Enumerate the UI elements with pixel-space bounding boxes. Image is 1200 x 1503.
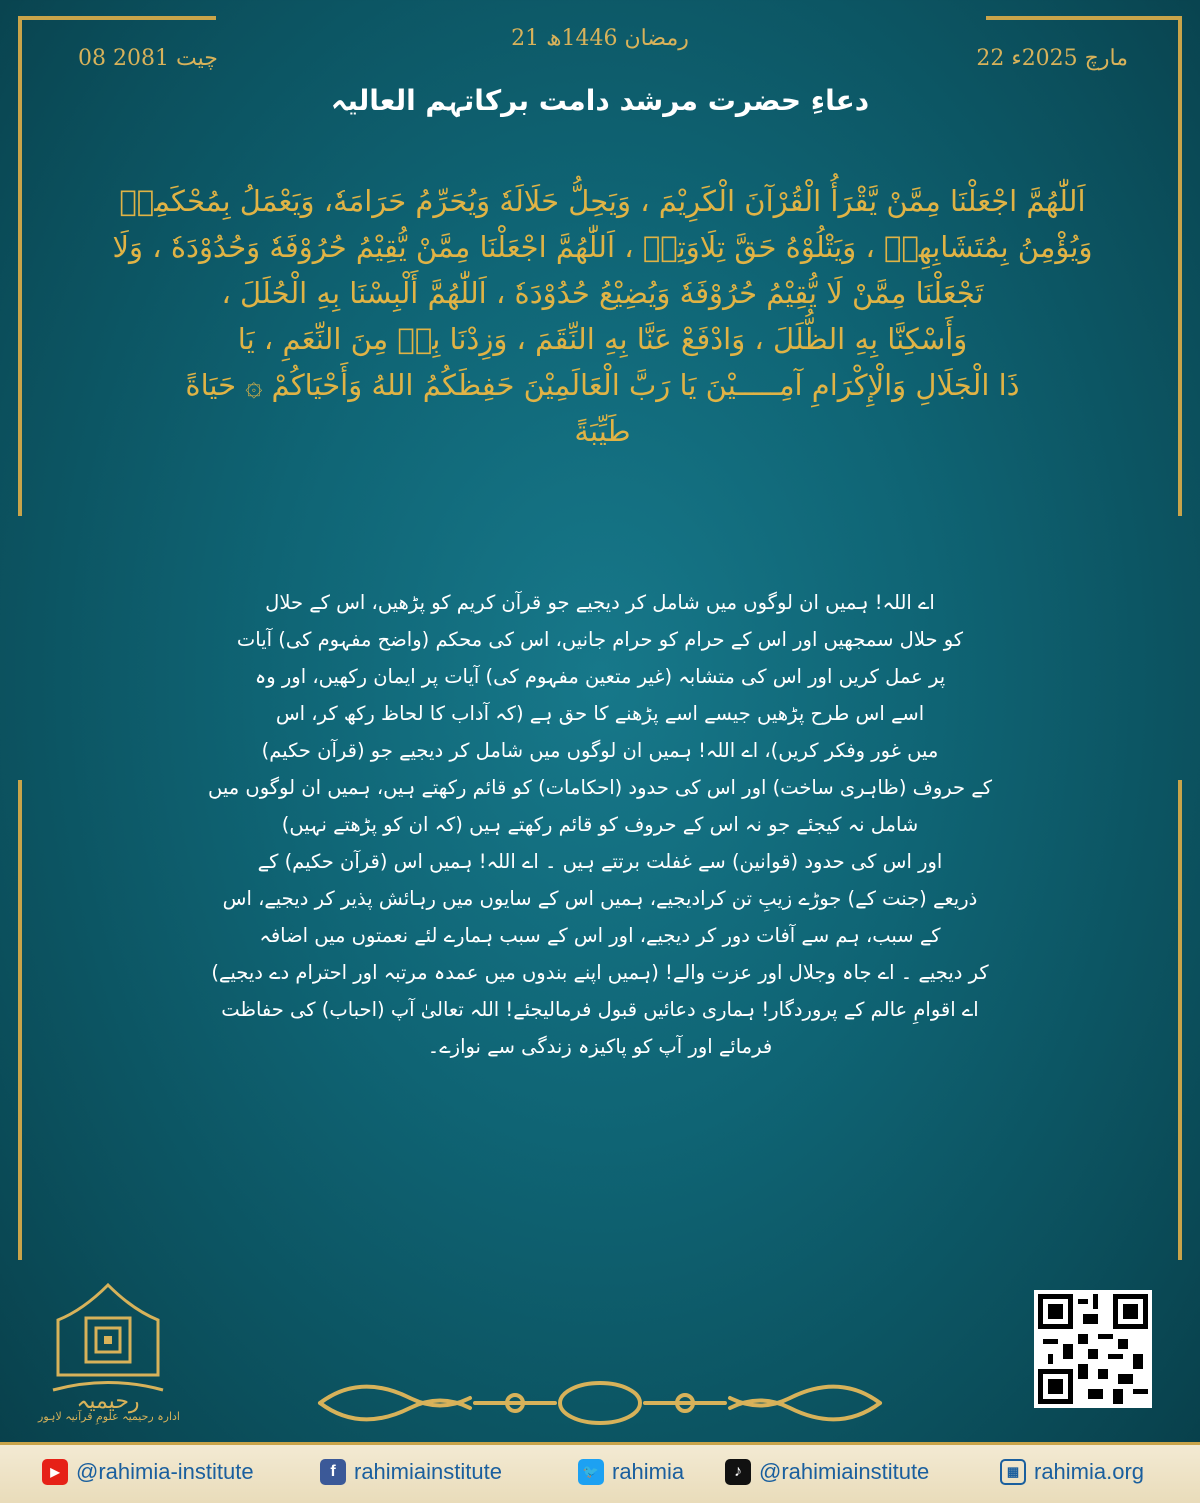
logo-caption: ادارہ رحیمیہ علومِ قرآنیہ لاہور	[38, 1410, 180, 1423]
footer-bar	[0, 1442, 1200, 1503]
twitter-icon: 🐦	[578, 1459, 604, 1485]
tiktok-handle: @rahimiainstitute	[759, 1459, 930, 1484]
website-url: rahimia.org	[1034, 1459, 1145, 1484]
urdu-line: اے اللہ! ہمیں ان لوگوں میں شامل کر دیجیے جو قرآن کریم کو پڑھیں، اس کے حلال	[265, 591, 935, 614]
twitter-handle: rahimia	[612, 1459, 685, 1484]
arabic-line: وَأَسْكِنَّا بِهِ الظُّلَلَ ، وَادْفَعْ عَنَّا بِهِ النِّقَمَ ، وَزِدْنَا بِهٖ مِنَ النِّعَمِ ، يَا	[237, 322, 968, 356]
tiktok-icon: ♪	[725, 1459, 751, 1485]
qr-code-icon	[1034, 1290, 1152, 1408]
urdu-line: شامل نہ کیجئے جو نہ اس کے حروف کو قائم رکھتے ہیں (کہ ان کو پڑھتے نہیں)	[281, 813, 919, 836]
urdu-line: اسے اس طرح پڑھیں جیسے اسے پڑھنے کا حق ہے (کہ آداب کا لحاظ رکھ کر، اس	[275, 702, 925, 725]
urdu-line: کو حلال سمجھیں اور اس کے حرام کو حرام جانیں، اس کی محکم (واضح مفہوم کی) آیات	[236, 628, 964, 651]
ornament-divider	[300, 1368, 900, 1438]
urdu-line: میں غور وفکر کریں)، اے اللہ! ہمیں ان لوگوں میں شامل کر دیجیے جو (قرآن حکیم)	[261, 739, 939, 762]
frame-top-left	[20, 16, 216, 20]
urdu-line: پر عمل کریں اور اس کی متشابہ (غیر متعین مفہوم کی) آیات پر ایمان رکھیں، اور وہ	[254, 665, 946, 688]
urdu-line: کے سبب، ہم سے آفات دور کر دیجیے، اور اس کے سبب ہمارے لئے نعمتوں میں اضافہ	[259, 924, 941, 947]
frame-right-lower	[1178, 780, 1182, 1260]
page-title: دعاءِ حضرت مرشد دامت برکاتہم العالیہ	[330, 84, 870, 117]
youtube-handle: @rahimia-institute	[76, 1459, 254, 1484]
facebook-handle: rahimiainstitute	[354, 1459, 502, 1484]
arabic-line: وَيُؤْمِنُ بِمُتَشَابِهِهٖ ، وَيَتْلُوْهُ حَقَّ تِلَاوَتِهٖ ، اَللّٰهُمَّ اجْعَلْنَا مِمَّنْ يُّقِيْمُ حُرُوْفَهٗ وَحُدُوْدَهٗ ، وَلَا	[112, 230, 1093, 264]
logo-wordmark: رحیمیہ	[76, 1389, 140, 1414]
urdu-line: اور اس کی حدود (قوانین) سے غفلت برتتے ہیں ۔ اے اللہ! ہمیں اس (قرآن حکیم) کے	[257, 850, 943, 873]
youtube-link[interactable]	[42, 1459, 254, 1485]
website-icon: ▦	[1000, 1459, 1026, 1485]
date-bikrami: 08 چیت 2081	[78, 46, 218, 71]
frame-left-lower	[18, 780, 22, 1260]
rahimia-institute-logo	[38, 1280, 178, 1430]
urdu-line: اے اقوامِ عالم کے پروردگار! ہماری دعائیں قبول فرمالیجئے! اللہ تعالیٰ آپ (احباب) کی حفاظت	[221, 998, 979, 1021]
urdu-line: فرمائے اور آپ کو پاکیزہ زندگی سے نوازے۔	[427, 1035, 773, 1058]
urdu-line: ذریعے (جنت کے) جوڑے زیبِ تن کرادیجیے، ہمیں اس کے سایوں میں رہائش پذیر کر دیجیے، اس	[222, 887, 978, 910]
arabic-line: اَللّٰهُمَّ اجْعَلْنَا مِمَّنْ يَّقْرَأُ الْقُرْآنَ الْكَرِيْمَ ، وَيَحِلُّ حَلَالَهٗ وَيُحَرِّمُ حَرَامَهٗ، وَيَعْمَلُ بِمُحْكَمِهٖ	[119, 184, 1086, 218]
urdu-line: کر دیجیے ۔ اے جاہ وجلال اور عزت والے! (ہمیں اپنے بندوں میں عمدہ مرتبہ اور احترام دے دیجیے)	[211, 961, 989, 984]
facebook-icon: f	[320, 1459, 346, 1485]
arabic-dua	[95, 178, 1110, 454]
arabic-line: ذَا الْجَلَالِ وَالْإِكْرَامِ آمِـــــيْنَ يَا رَبَّ الْعَالَمِيْنَ حَفِظَكُمُ اللهُ وَأَحْيَاكُمْ ۞ حَيَاةً	[185, 368, 1020, 402]
arabic-line: تَجْعَلْنَا مِمَّنْ لَا يُّقِيْمُ حُرُوْفَهٗ وَيُضِيْعُ حُدُوْدَهٗ ، اَللّٰهُمَّ أَلْبِسْنَا بِهِ الْحُلَلَ ،	[221, 276, 984, 310]
arabic-line: طَيِّبَةً	[574, 414, 631, 448]
youtube-icon: ▶	[42, 1459, 68, 1485]
urdu-line: کے حروف (ظاہری ساخت) اور اس کی حدود (احکامات) کو قائم رکھتے ہیں، ہمیں ان لوگوں میں	[208, 776, 992, 799]
date-gregorian: 22 مارچ 2025ء	[976, 46, 1128, 71]
urdu-translation	[180, 584, 1020, 1065]
twitter-link[interactable]	[578, 1459, 684, 1485]
date-hijri: 21 رمضان 1446ھ	[511, 26, 689, 51]
facebook-link[interactable]	[320, 1459, 502, 1485]
website-link[interactable]	[1000, 1459, 1144, 1485]
frame-top-right	[986, 16, 1182, 20]
tiktok-link[interactable]	[725, 1459, 929, 1485]
